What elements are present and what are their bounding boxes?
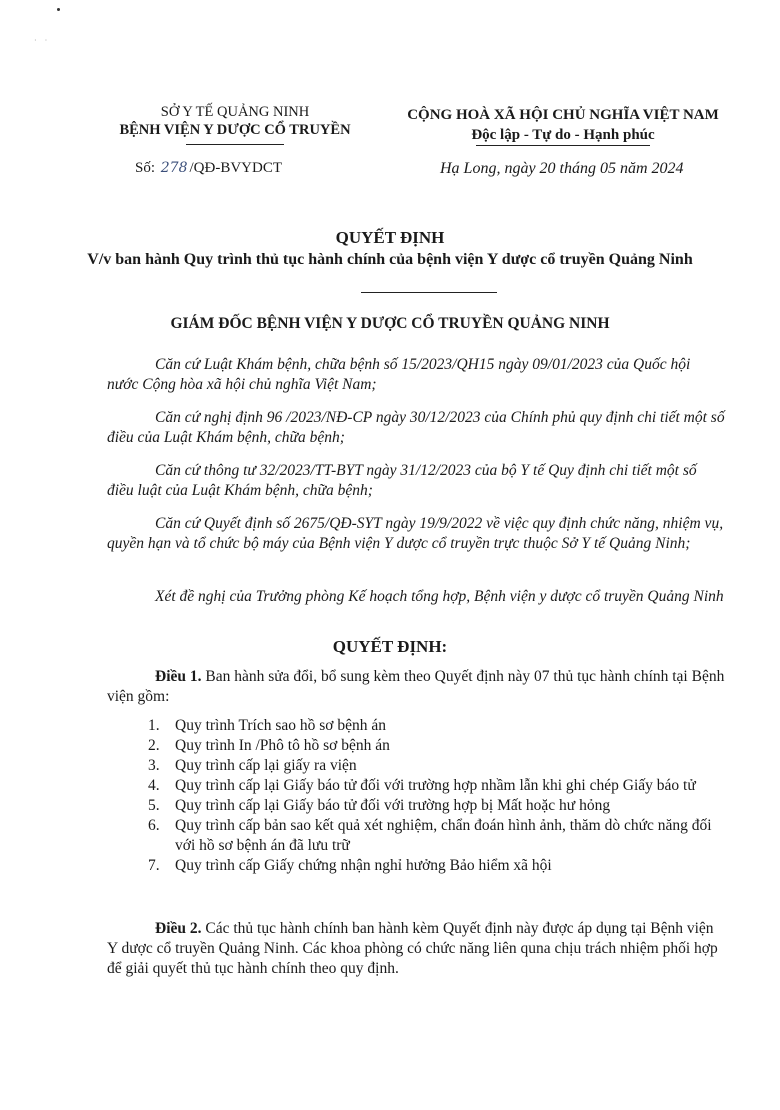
country-name: CỘNG HOÀ XÃ HỘI CHỦ NGHĨA VIỆT NAM <box>407 107 719 123</box>
authority-heading: GIÁM ĐỐC BỆNH VIỆN Y DƯỢC CỔ TRUYỀN QUẢNG NINH <box>170 315 610 332</box>
article-2-label: Điều 2. <box>155 920 202 937</box>
list-item <box>148 736 725 756</box>
list-number: 4. <box>148 777 160 794</box>
list-text: Quy trình Trích sao hồ sơ bệnh án <box>175 717 386 734</box>
list-text: Quy trình In /Phô tô hồ sơ bệnh án <box>175 737 390 754</box>
list-number: 3. <box>148 757 160 774</box>
issuer-block <box>100 103 370 139</box>
article-1 <box>107 667 725 707</box>
subject-underline <box>361 292 497 293</box>
article-2-text: Các thủ tục hành chính ban hành kèm Quyết định này được áp dụng tại Bệnh viện Y dược cổ truyền Quảng Ninh. Các khoa phòng có chức năng liên quna chịu trách nhiệm phối hợp để giải quyết thủ tục hành chính theo quy định. <box>107 920 718 977</box>
article-2 <box>107 919 725 979</box>
place-date: Hạ Long, ngày 20 tháng 05 năm 2024 <box>440 160 684 177</box>
list-text: Quy trình cấp lại giấy ra viện <box>175 757 357 774</box>
national-heading <box>388 105 738 145</box>
list-text: Quy trình cấp Giấy chứng nhận nghỉ hưởng Bảo hiểm xã hội <box>175 856 552 874</box>
basis-paragraph: Căn cứ Luật Khám bệnh, chữa bệnh số 15/2023/QH15 ngày 09/01/2023 của Quốc hội nước Cộng hòa xã hội chủ nghĩa Việt Nam; <box>107 356 691 393</box>
department-name: SỞ Y TẾ QUẢNG NINH <box>160 104 310 120</box>
list-item <box>148 776 725 796</box>
number-suffix: /QĐ-BVYDCT <box>189 160 282 176</box>
list-number: 5. <box>148 797 160 814</box>
basis-paragraph: Căn cứ thông tư 32/2023/TT-BYT ngày 31/12/2023 của bộ Y tế Quy định chi tiết một số điều luật của Luật Khám bệnh, chữa bệnh; <box>107 462 697 499</box>
motto: Độc lập - Tự do - Hạnh phúc <box>471 127 655 143</box>
list-item <box>148 856 725 876</box>
list-number: 6. <box>148 817 160 834</box>
scan-specks: · · <box>34 36 51 45</box>
list-item <box>148 716 725 736</box>
list-text: Quy trình cấp lại Giấy báo tử đối với trường hợp bị Mất hoặc hư hỏng <box>175 797 611 814</box>
procedure-list <box>148 716 725 876</box>
article-1-text: Ban hành sửa đổi, bổ sung kèm theo Quyết định này 07 thủ tục hành chính tại Bệnh viện gồm: <box>107 668 725 705</box>
document-number <box>135 160 282 177</box>
basis-paragraph: Căn cứ Quyết định số 2675/QĐ-SYT ngày 19/9/2022 về việc quy định chức năng, nhiệm vụ, quyền hạn và tổ chức bộ máy của Bệnh viện Y dược cổ truyền trực thuộc Sở Y tế Quảng Ninh; <box>107 515 724 552</box>
list-item <box>148 796 725 816</box>
basis-paragraph: Xét đề nghị của Trưởng phòng Kế hoạch tổng hợp, Bệnh viện y dược cổ truyền Quảng Ninh <box>155 588 724 605</box>
motto-underline <box>476 145 650 146</box>
handwritten-number: 278 <box>160 160 188 176</box>
document-title: QUYẾT ĐỊNH <box>335 228 445 247</box>
issuer-underline <box>186 144 284 145</box>
article-1-label: Điều 1. <box>155 668 202 685</box>
decision-heading: QUYẾT ĐỊNH: <box>332 637 448 656</box>
basis-paragraph: Căn cứ nghị định 96 /2023/NĐ-CP ngày 30/12/2023 của Chính phủ quy định chi tiết một số điều của Luật Khám bệnh, chữa bệnh; <box>107 409 725 446</box>
hospital-name: BỆNH VIỆN Y DƯỢC CỔ TRUYỀN <box>119 122 351 138</box>
number-prefix: Số: <box>135 160 156 176</box>
list-item <box>148 756 725 776</box>
list-text: Quy trình cấp lại Giấy báo tử đối với trường hợp nhầm lẫn khi ghi chép Giấy báo tử <box>175 777 696 794</box>
list-number: 2. <box>148 737 160 754</box>
document-subject: V/v ban hành Quy trình thủ tục hành chính của bệnh viện Y dược cổ truyền Quảng Ninh <box>87 251 693 268</box>
list-number: 1. <box>148 717 160 734</box>
list-item <box>148 816 725 855</box>
list-number: 7. <box>148 856 160 874</box>
list-text: Quy trình cấp bản sao kết quả xét nghiệm, chẩn đoán hình ảnh, thăm dò chức năng đối với hồ sơ bệnh án đã lưu trữ <box>175 817 712 854</box>
scan-speck <box>57 8 60 11</box>
